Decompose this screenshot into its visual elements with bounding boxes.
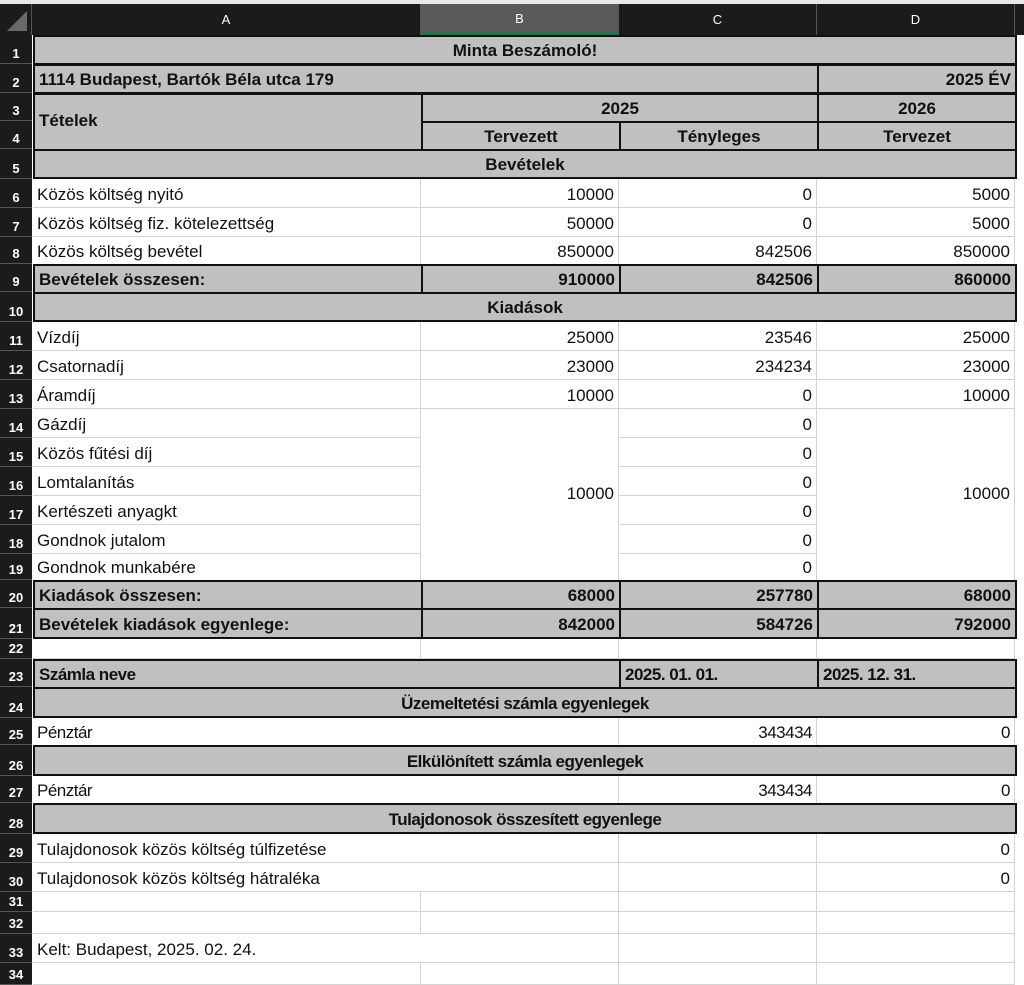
merged-planned-cell[interactable]: 10000 [421, 409, 619, 581]
expense-item-label[interactable]: Közös fűtési díj [33, 438, 421, 467]
row-header[interactable]: 5 [0, 149, 32, 179]
expenses-total-next[interactable]: 68000 [817, 580, 1017, 610]
empty-cell[interactable] [33, 892, 421, 912]
expense-item-actual[interactable]: 0 [619, 467, 817, 496]
balance-next[interactable]: 792000 [817, 608, 1017, 639]
expense-item-label[interactable]: Gondnok munkabére [33, 554, 421, 581]
expenses-total-actual[interactable]: 257780 [619, 580, 819, 610]
income-item-label[interactable]: Közös költség fiz. kötelezettség [33, 208, 421, 237]
income-item-planned[interactable]: 50000 [421, 208, 619, 237]
empty-cell[interactable] [817, 934, 1015, 963]
row-header[interactable]: 26 [0, 745, 32, 776]
row-header[interactable]: 19 [0, 554, 32, 580]
dated-footer[interactable]: Kelt: Budapest, 2025. 02. 24. [33, 934, 619, 963]
empty-cell[interactable] [619, 912, 817, 934]
row-header[interactable]: 25 [0, 718, 32, 745]
expense-item-label[interactable]: Vízdíj [33, 322, 421, 351]
expense-item-actual[interactable]: 0 [619, 554, 817, 581]
income-item-next[interactable]: 5000 [817, 179, 1015, 208]
income-item-label[interactable]: Közös költség nyitó [33, 179, 421, 208]
income-item-next[interactable]: 850000 [817, 237, 1015, 265]
row-header[interactable]: 22 [0, 639, 32, 659]
row-header[interactable]: 30 [0, 863, 32, 892]
plan-2026-header[interactable]: Tervezet [817, 121, 1017, 151]
column-header-b[interactable]: B [421, 4, 619, 35]
account-name-header[interactable]: Számla neve [33, 659, 621, 689]
income-item-next[interactable]: 5000 [817, 208, 1015, 237]
row-header[interactable]: 7 [0, 208, 32, 237]
row-header[interactable]: 20 [0, 580, 32, 608]
operating-account-label[interactable]: Pénztár [33, 718, 619, 746]
expenses-total-planned[interactable]: 68000 [421, 580, 621, 610]
empty-cell[interactable] [33, 639, 421, 659]
column-header-e[interactable] [1015, 4, 1024, 35]
income-item-actual[interactable]: 0 [619, 208, 817, 237]
separate-account-end[interactable]: 0 [817, 776, 1015, 804]
owners-item-value[interactable]: 0 [817, 863, 1015, 892]
separate-section-header[interactable]: Elkülönített számla egyenlegek [33, 745, 1017, 776]
row-header[interactable]: 6 [0, 179, 32, 208]
expense-item-label[interactable]: Lomtalanítás [33, 467, 421, 496]
row-header[interactable]: 16 [0, 467, 32, 496]
owners-section-header[interactable]: Tulajdonosok összesített egyenlege [33, 803, 1017, 834]
income-item-actual[interactable]: 0 [619, 179, 817, 208]
row-header[interactable]: 31 [0, 892, 32, 912]
expense-item-actual[interactable]: 0 [619, 409, 817, 438]
date-end-header[interactable]: 2025. 12. 31. [817, 659, 1017, 689]
planned-header[interactable]: Tervezett [421, 121, 621, 151]
row-header[interactable]: 34 [0, 963, 32, 985]
separate-account-label[interactable]: Pénztár [33, 776, 619, 804]
empty-cell[interactable] [817, 892, 1015, 912]
empty-cell[interactable] [817, 963, 1015, 985]
row-header[interactable]: 14 [0, 409, 32, 438]
row-header[interactable]: 12 [0, 351, 32, 380]
income-total-label[interactable]: Bevételek összesen: [33, 264, 423, 294]
balance-label[interactable]: Bevételek kiadások egyenlege: [33, 608, 423, 639]
income-item-planned[interactable]: 850000 [421, 237, 619, 265]
empty-cell[interactable] [33, 963, 421, 985]
row-header[interactable]: 9 [0, 264, 32, 292]
operating-account-end[interactable]: 0 [817, 718, 1015, 746]
row-header[interactable]: 18 [0, 525, 32, 554]
empty-cell[interactable] [619, 863, 817, 892]
expense-item-label[interactable]: Gázdíj [33, 409, 421, 438]
empty-cell[interactable] [421, 912, 619, 934]
column-header-c[interactable]: C [619, 4, 817, 35]
expense-item-actual[interactable]: 23546 [619, 322, 817, 351]
balance-planned[interactable]: 842000 [421, 608, 621, 639]
merged-next-cell[interactable]: 10000 [817, 409, 1015, 581]
row-header[interactable]: 15 [0, 438, 32, 467]
select-all-icon [7, 11, 27, 31]
row-header[interactable]: 21 [0, 608, 32, 639]
empty-cell[interactable] [817, 912, 1015, 934]
expense-item-label[interactable]: Gondnok jutalom [33, 525, 421, 554]
income-item-planned[interactable]: 10000 [421, 179, 619, 208]
empty-cell[interactable] [619, 639, 817, 659]
row-header[interactable]: 28 [0, 803, 32, 834]
row-header[interactable]: 3 [0, 93, 32, 121]
row-header[interactable]: 4 [0, 121, 32, 149]
expense-item-next[interactable]: 23000 [817, 351, 1015, 380]
year-2025-header[interactable]: 2025 [421, 93, 819, 123]
row-header[interactable]: 29 [0, 834, 32, 863]
empty-cell[interactable] [817, 639, 1015, 659]
expense-item-planned[interactable]: 25000 [421, 322, 619, 351]
expense-item-actual[interactable]: 0 [619, 525, 817, 554]
expense-item-next[interactable]: 25000 [817, 322, 1015, 351]
expenses-total-label[interactable]: Kiadások összesen: [33, 580, 423, 610]
row-header[interactable]: 27 [0, 776, 32, 803]
expense-item-actual[interactable]: 0 [619, 380, 817, 409]
income-total-planned[interactable]: 910000 [421, 264, 621, 294]
report-title[interactable]: Minta Beszámoló! [33, 35, 1017, 65]
empty-cell[interactable] [619, 963, 817, 985]
empty-cell[interactable] [421, 892, 619, 912]
expense-item-actual[interactable]: 234234 [619, 351, 817, 380]
expense-item-planned[interactable]: 23000 [421, 351, 619, 380]
empty-cell[interactable] [421, 639, 619, 659]
separate-account-start[interactable]: 343434 [619, 776, 817, 804]
empty-cell[interactable] [619, 934, 817, 963]
owners-item-label[interactable]: Tulajdonosok közös költség túlfizetése [33, 834, 619, 863]
row-header[interactable]: 11 [0, 322, 32, 351]
row-header[interactable]: 23 [0, 659, 32, 687]
expense-item-planned[interactable]: 10000 [421, 380, 619, 409]
income-item-actual[interactable]: 842506 [619, 237, 817, 265]
row-header[interactable]: 8 [0, 237, 32, 264]
row-header[interactable]: 33 [0, 934, 32, 963]
owners-item-label[interactable]: Tulajdonosok közös költség hátraléka [33, 863, 619, 892]
expense-item-label[interactable]: Áramdíj [33, 380, 421, 409]
expense-item-label[interactable]: Csatornadíj [33, 351, 421, 380]
empty-cell[interactable] [619, 892, 817, 912]
expense-item-next[interactable]: 10000 [817, 380, 1015, 409]
row-header[interactable]: 24 [0, 687, 32, 718]
income-section-header[interactable]: Bevételek [33, 149, 1017, 179]
items-header[interactable]: Tételek [33, 93, 423, 151]
owners-item-value[interactable]: 0 [817, 834, 1015, 863]
year-label-cell[interactable]: 2025 ÉV [817, 64, 1017, 94]
income-total-actual[interactable]: 842506 [619, 264, 819, 294]
row-header[interactable]: 32 [0, 912, 32, 934]
row-header[interactable]: 2 [0, 64, 32, 93]
empty-cell[interactable] [619, 834, 817, 863]
actual-header[interactable]: Tényleges [619, 121, 819, 151]
column-header-d[interactable]: D [817, 4, 1015, 35]
date-start-header[interactable]: 2025. 01. 01. [619, 659, 819, 689]
expenses-section-header[interactable]: Kiadások [33, 292, 1017, 322]
income-total-next[interactable]: 860000 [817, 264, 1017, 294]
select-all-corner[interactable] [0, 4, 32, 35]
balance-actual[interactable]: 584726 [619, 608, 819, 639]
row-header[interactable]: 13 [0, 380, 32, 409]
expense-item-actual[interactable]: 0 [619, 438, 817, 467]
year-2026-header[interactable]: 2026 [817, 93, 1017, 123]
operating-account-start[interactable]: 343434 [619, 718, 817, 746]
expense-item-actual[interactable]: 0 [619, 496, 817, 525]
column-header-a[interactable]: A [32, 4, 421, 35]
expense-item-label[interactable]: Kertészeti anyagkt [33, 496, 421, 525]
row-header[interactable]: 17 [0, 496, 32, 525]
row-header[interactable]: 10 [0, 292, 32, 322]
empty-cell[interactable] [421, 963, 619, 985]
empty-cell[interactable] [33, 912, 421, 934]
address-cell[interactable]: 1114 Budapest, Bartók Béla utca 179 [33, 64, 819, 94]
operating-section-header[interactable]: Üzemeltetési számla egyenlegek [33, 687, 1017, 718]
row-header[interactable]: 1 [0, 35, 32, 64]
income-item-label[interactable]: Közös költség bevétel [33, 237, 421, 265]
